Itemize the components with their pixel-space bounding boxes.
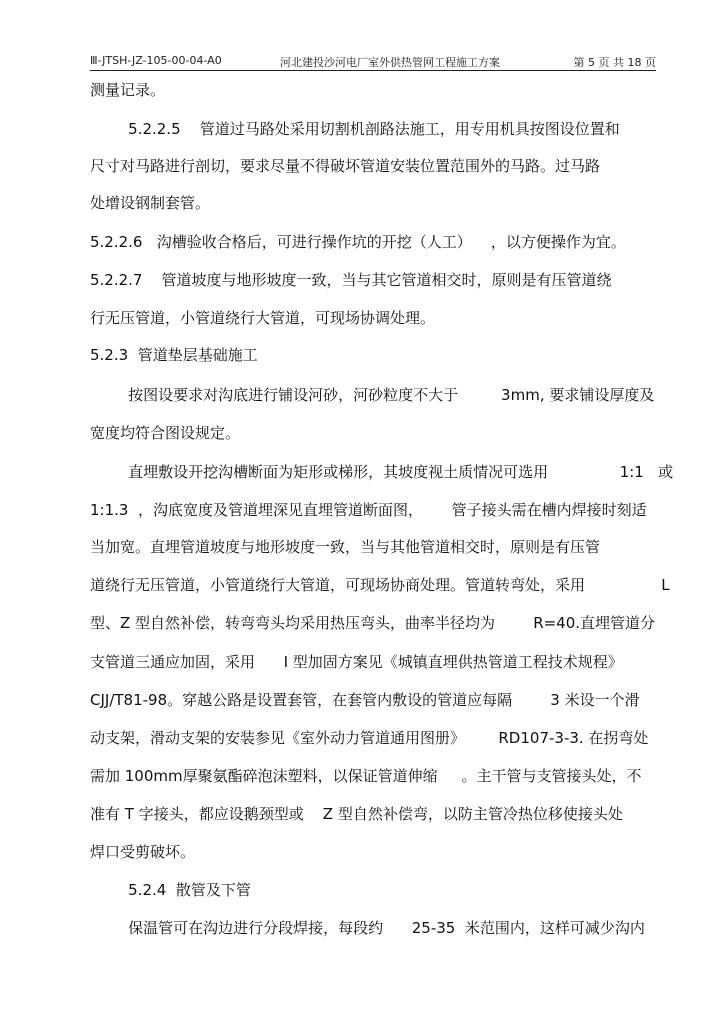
- text-line: 焊口受剪破坏。: [90, 843, 196, 861]
- document-code: Ⅲ-JTSH-JZ-105-00-04-A0: [90, 54, 222, 67]
- text-line: CJJ/T81-98。穿越公路是设置套管，在套管内敷设的管道应每隔 3 米设一个滑: [90, 691, 640, 709]
- document-title: 河北建投沙河电厂室外供热管网工程施工方案: [280, 56, 500, 69]
- text-line: 动支架，滑动支架的安装参见《室外动力管道通用图册》 RD107-3-3. 在拐弯处: [90, 729, 649, 747]
- text-line: 当加宽。直埋管道坡度与地形坡度一致，当与其他管道相交时，原则是有压管: [90, 538, 601, 556]
- text-line: 5.2.2.5 管道过马路处采用切割机剖路法施工，用专用机具按图设位置和: [90, 120, 620, 138]
- text-line: 直埋敷设开挖沟槽断面为矩形或梯形，其坡度视土质情况可选用 1:1 或: [90, 463, 674, 481]
- section-heading: 5.2.4 散管及下管: [90, 881, 251, 899]
- text-line: 型、Z 型自然补偿，转弯弯头均采用热压弯头，曲率半径均为 R=40.直埋管道分: [90, 614, 656, 632]
- text-line: 保温管可在沟边进行分段焊接，每段约 25-35 米范围内，这样可减少沟内: [90, 919, 645, 937]
- text-line: 测量记录。: [90, 81, 166, 99]
- text-line: 行无压管道，小管道绕行大管道，可现场协调处理。: [90, 309, 436, 327]
- text-line: 需加 100mm厚聚氨酯碎泡沫塑料，以保证管道伸缩 。主干管与支管接头处，不: [90, 767, 642, 785]
- section-heading: 5.2.3 管道垫层基础施工: [90, 346, 258, 364]
- text-line: 1:1.3 ，沟底宽度及管道埋深见直埋管道断面图， 管子接头需在槽内焊接时刻适: [90, 501, 647, 519]
- text-line: 宽度均符合图设规定。: [90, 424, 241, 442]
- text-line: 按图设要求对沟底进行铺设河砂，河砂粒度不大于 3mm, 要求铺设厚度及: [90, 386, 655, 404]
- text-line: 准有 T 字接头，都应设鹅颈型或 Z 型自然补偿弯，以防主管冷热位移使接头处: [90, 805, 623, 823]
- text-line: 道绕行无压管道，小管道绕行大管道，可现场协商处理。管道转弯处，采用 L: [90, 576, 670, 594]
- text-line: 尺寸对马路进行剖切，要求尽量不得破坏管道安装位置范围外的马路。过马路: [90, 157, 601, 175]
- page-header: [90, 52, 656, 71]
- text-line: 支管道三通应加固，采用 Ⅰ 型加固方案见《城镇直埋供热管道工程技术规程》: [90, 653, 623, 671]
- page-number: 第 5 页 共 18 页: [573, 56, 656, 69]
- text-line: 5.2.2.7 管道坡度与地形坡度一致，当与其它管道相交时，原则是有压管道绕: [90, 271, 612, 289]
- text-line: 处增设钢制套管。: [90, 194, 211, 212]
- text-line: 5.2.2.6 沟槽验收合格后，可进行操作坑的开挖（人工） ，以方便操作为宜。: [90, 233, 626, 251]
